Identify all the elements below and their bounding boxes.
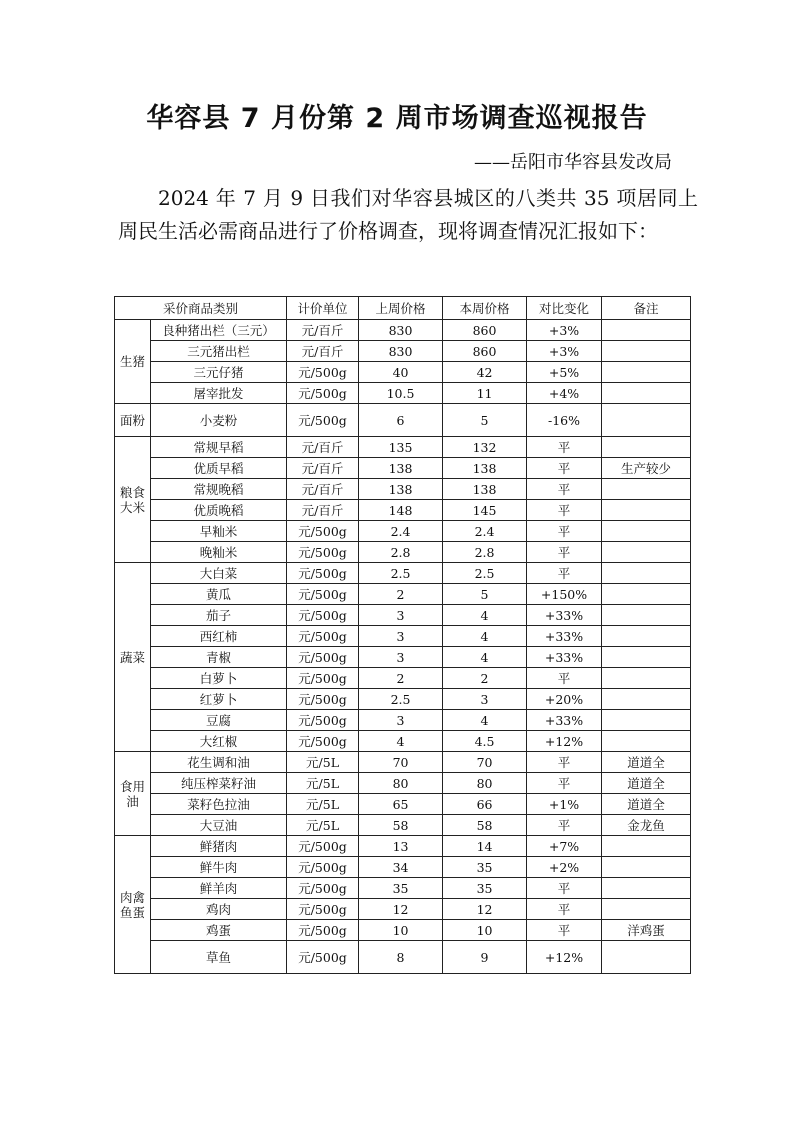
table-row [115, 878, 691, 899]
this-week-price-cell: 4 [443, 647, 527, 668]
table-row [115, 920, 691, 941]
unit-cell: 元/500g [287, 404, 359, 437]
unit-cell: 元/500g [287, 857, 359, 878]
note-cell [602, 521, 691, 542]
change-cell: +33% [527, 605, 602, 626]
unit-cell: 元/百斤 [287, 479, 359, 500]
this-week-price-cell: 4 [443, 710, 527, 731]
last-week-price-cell: 12 [359, 899, 443, 920]
this-week-price-cell: 66 [443, 794, 527, 815]
table-row [115, 584, 691, 605]
this-week-price-cell: 145 [443, 500, 527, 521]
this-week-price-cell: 4 [443, 626, 527, 647]
this-week-price-cell: 138 [443, 479, 527, 500]
table-row [115, 479, 691, 500]
change-cell: +4% [527, 383, 602, 404]
item-name-cell: 鸡肉 [151, 899, 287, 920]
header-change: 对比变化 [527, 297, 602, 320]
item-name-cell: 早籼米 [151, 521, 287, 542]
table-row [115, 689, 691, 710]
item-name-cell: 良种猪出栏（三元） [151, 320, 287, 341]
item-name-cell: 豆腐 [151, 710, 287, 731]
last-week-price-cell: 2 [359, 584, 443, 605]
this-week-price-cell: 2.4 [443, 521, 527, 542]
item-name-cell: 茄子 [151, 605, 287, 626]
last-week-price-cell: 138 [359, 479, 443, 500]
table-row [115, 731, 691, 752]
header-last-week-price: 上周价格 [359, 297, 443, 320]
table-row [115, 563, 691, 584]
unit-cell: 元/500g [287, 941, 359, 974]
note-cell: 洋鸡蛋 [602, 920, 691, 941]
unit-cell: 元/500g [287, 584, 359, 605]
this-week-price-cell: 2.5 [443, 563, 527, 584]
unit-cell: 元/5L [287, 773, 359, 794]
change-cell: +5% [527, 362, 602, 383]
item-name-cell: 小麦粉 [151, 404, 287, 437]
note-cell [602, 542, 691, 563]
this-week-price-cell: 11 [443, 383, 527, 404]
table-row [115, 773, 691, 794]
item-name-cell: 优质早稻 [151, 458, 287, 479]
note-cell [602, 341, 691, 362]
table-row [115, 362, 691, 383]
last-week-price-cell: 10.5 [359, 383, 443, 404]
header-note: 备注 [602, 297, 691, 320]
change-cell: +7% [527, 836, 602, 857]
item-name-cell: 青椒 [151, 647, 287, 668]
change-cell: 平 [527, 752, 602, 773]
this-week-price-cell: 42 [443, 362, 527, 383]
last-week-price-cell: 34 [359, 857, 443, 878]
item-name-cell: 常规早稻 [151, 437, 287, 458]
item-name-cell: 大白菜 [151, 563, 287, 584]
note-cell [602, 479, 691, 500]
unit-cell: 元/5L [287, 752, 359, 773]
last-week-price-cell: 3 [359, 647, 443, 668]
change-cell: 平 [527, 500, 602, 521]
table-row [115, 404, 691, 437]
this-week-price-cell: 860 [443, 341, 527, 362]
last-week-price-cell: 40 [359, 362, 443, 383]
this-week-price-cell: 12 [443, 899, 527, 920]
item-name-cell: 三元猪出栏 [151, 341, 287, 362]
change-cell: 平 [527, 815, 602, 836]
table-row [115, 605, 691, 626]
unit-cell: 元/500g [287, 383, 359, 404]
this-week-price-cell: 58 [443, 815, 527, 836]
change-cell: 平 [527, 437, 602, 458]
table-row [115, 857, 691, 878]
note-cell [602, 878, 691, 899]
category-label-cell: 面粉 [115, 404, 151, 437]
note-cell [602, 437, 691, 458]
header-this-week-price: 本周价格 [443, 297, 527, 320]
change-cell: +12% [527, 731, 602, 752]
change-cell: -16% [527, 404, 602, 437]
table-row [115, 836, 691, 857]
this-week-price-cell: 9 [443, 941, 527, 974]
item-name-cell: 白萝卜 [151, 668, 287, 689]
this-week-price-cell: 5 [443, 584, 527, 605]
change-cell: 平 [527, 773, 602, 794]
change-cell: +33% [527, 710, 602, 731]
price-table [114, 296, 691, 974]
change-cell: 平 [527, 521, 602, 542]
note-cell [602, 362, 691, 383]
table-row [115, 668, 691, 689]
last-week-price-cell: 58 [359, 815, 443, 836]
unit-cell: 元/百斤 [287, 320, 359, 341]
category-label-cell: 食用油 [115, 752, 151, 836]
note-cell: 生产较少 [602, 458, 691, 479]
unit-cell: 元/500g [287, 542, 359, 563]
last-week-price-cell: 135 [359, 437, 443, 458]
note-cell [602, 584, 691, 605]
table-row [115, 458, 691, 479]
report-author: ——岳阳市华容县发改局 [474, 152, 672, 173]
last-week-price-cell: 65 [359, 794, 443, 815]
table-row [115, 542, 691, 563]
unit-cell: 元/500g [287, 710, 359, 731]
category-label-cell: 生猪 [115, 320, 151, 404]
unit-cell: 元/百斤 [287, 458, 359, 479]
note-cell [602, 404, 691, 437]
note-cell [602, 857, 691, 878]
note-cell [602, 383, 691, 404]
last-week-price-cell: 6 [359, 404, 443, 437]
unit-cell: 元/500g [287, 689, 359, 710]
last-week-price-cell: 80 [359, 773, 443, 794]
unit-cell: 元/500g [287, 362, 359, 383]
item-name-cell: 鲜牛肉 [151, 857, 287, 878]
table-row [115, 899, 691, 920]
item-name-cell: 晚籼米 [151, 542, 287, 563]
unit-cell: 元/百斤 [287, 500, 359, 521]
this-week-price-cell: 2.8 [443, 542, 527, 563]
change-cell: +150% [527, 584, 602, 605]
this-week-price-cell: 10 [443, 920, 527, 941]
change-cell: 平 [527, 563, 602, 584]
unit-cell: 元/500g [287, 899, 359, 920]
note-cell [602, 836, 691, 857]
unit-cell: 元/百斤 [287, 437, 359, 458]
note-cell [602, 500, 691, 521]
note-cell [602, 563, 691, 584]
item-name-cell: 黄瓜 [151, 584, 287, 605]
unit-cell: 元/百斤 [287, 341, 359, 362]
last-week-price-cell: 35 [359, 878, 443, 899]
unit-cell: 元/500g [287, 731, 359, 752]
item-name-cell: 大红椒 [151, 731, 287, 752]
table-row [115, 815, 691, 836]
category-label-cell: 粮食大米 [115, 437, 151, 563]
this-week-price-cell: 2 [443, 668, 527, 689]
item-name-cell: 花生调和油 [151, 752, 287, 773]
this-week-price-cell: 80 [443, 773, 527, 794]
table-row [115, 320, 691, 341]
this-week-price-cell: 5 [443, 404, 527, 437]
change-cell: +33% [527, 647, 602, 668]
change-cell: 平 [527, 542, 602, 563]
unit-cell: 元/500g [287, 920, 359, 941]
last-week-price-cell: 8 [359, 941, 443, 974]
item-name-cell: 红萝卜 [151, 689, 287, 710]
unit-cell: 元/5L [287, 815, 359, 836]
last-week-price-cell: 830 [359, 320, 443, 341]
last-week-price-cell: 3 [359, 626, 443, 647]
unit-cell: 元/500g [287, 521, 359, 542]
unit-cell: 元/500g [287, 836, 359, 857]
note-cell [602, 647, 691, 668]
change-cell: 平 [527, 668, 602, 689]
note-cell [602, 320, 691, 341]
note-cell: 金龙鱼 [602, 815, 691, 836]
change-cell: 平 [527, 899, 602, 920]
unit-cell: 元/500g [287, 563, 359, 584]
header-category: 采价商品类别 [115, 297, 287, 320]
last-week-price-cell: 2.5 [359, 689, 443, 710]
note-cell [602, 626, 691, 647]
table-row [115, 710, 691, 731]
report-title: 华容县 7 月份第 2 周市场调查巡视报告 [146, 103, 648, 134]
last-week-price-cell: 2.4 [359, 521, 443, 542]
price-table-body [115, 320, 691, 974]
note-cell [602, 941, 691, 974]
this-week-price-cell: 35 [443, 878, 527, 899]
note-cell: 道道全 [602, 773, 691, 794]
item-name-cell: 西红柿 [151, 626, 287, 647]
unit-cell: 元/500g [287, 668, 359, 689]
note-cell [602, 899, 691, 920]
category-label-cell: 蔬菜 [115, 563, 151, 752]
last-week-price-cell: 3 [359, 710, 443, 731]
last-week-price-cell: 138 [359, 458, 443, 479]
item-name-cell: 屠宰批发 [151, 383, 287, 404]
change-cell: +2% [527, 857, 602, 878]
this-week-price-cell: 4 [443, 605, 527, 626]
change-cell: 平 [527, 878, 602, 899]
change-cell: 平 [527, 479, 602, 500]
change-cell: +33% [527, 626, 602, 647]
note-cell: 道道全 [602, 752, 691, 773]
this-week-price-cell: 132 [443, 437, 527, 458]
header-unit: 计价单位 [287, 297, 359, 320]
table-row [115, 626, 691, 647]
table-row [115, 500, 691, 521]
this-week-price-cell: 4.5 [443, 731, 527, 752]
note-cell [602, 689, 691, 710]
intro-paragraph: 2024 年 7 月 9 日我们对华容县城区的八类共 35 项居同上周民生活必需商品进行了价格调查，现将调查情况汇报如下： [118, 186, 698, 243]
note-cell [602, 710, 691, 731]
note-cell: 道道全 [602, 794, 691, 815]
this-week-price-cell: 14 [443, 836, 527, 857]
change-cell: +12% [527, 941, 602, 974]
item-name-cell: 菜籽色拉油 [151, 794, 287, 815]
change-cell: +3% [527, 320, 602, 341]
unit-cell: 元/500g [287, 878, 359, 899]
item-name-cell: 三元仔猪 [151, 362, 287, 383]
last-week-price-cell: 3 [359, 605, 443, 626]
last-week-price-cell: 2.8 [359, 542, 443, 563]
table-row [115, 341, 691, 362]
this-week-price-cell: 35 [443, 857, 527, 878]
last-week-price-cell: 830 [359, 341, 443, 362]
category-label-cell: 肉禽鱼蛋 [115, 836, 151, 974]
table-row [115, 941, 691, 974]
table-row [115, 437, 691, 458]
item-name-cell: 草鱼 [151, 941, 287, 974]
item-name-cell: 优质晚稻 [151, 500, 287, 521]
change-cell: +20% [527, 689, 602, 710]
change-cell: 平 [527, 920, 602, 941]
item-name-cell: 大豆油 [151, 815, 287, 836]
item-name-cell: 纯压榨菜籽油 [151, 773, 287, 794]
item-name-cell: 常规晚稻 [151, 479, 287, 500]
table-row [115, 752, 691, 773]
last-week-price-cell: 4 [359, 731, 443, 752]
table-row [115, 521, 691, 542]
unit-cell: 元/5L [287, 794, 359, 815]
item-name-cell: 鲜猪肉 [151, 836, 287, 857]
note-cell [602, 668, 691, 689]
unit-cell: 元/500g [287, 626, 359, 647]
last-week-price-cell: 70 [359, 752, 443, 773]
item-name-cell: 鲜羊肉 [151, 878, 287, 899]
table-row [115, 647, 691, 668]
last-week-price-cell: 2.5 [359, 563, 443, 584]
item-name-cell: 鸡蛋 [151, 920, 287, 941]
last-week-price-cell: 10 [359, 920, 443, 941]
table-header-row [115, 297, 691, 320]
table-row [115, 794, 691, 815]
change-cell: +1% [527, 794, 602, 815]
this-week-price-cell: 138 [443, 458, 527, 479]
last-week-price-cell: 2 [359, 668, 443, 689]
note-cell [602, 731, 691, 752]
note-cell [602, 605, 691, 626]
this-week-price-cell: 70 [443, 752, 527, 773]
unit-cell: 元/500g [287, 647, 359, 668]
change-cell: +3% [527, 341, 602, 362]
table-row [115, 383, 691, 404]
last-week-price-cell: 13 [359, 836, 443, 857]
this-week-price-cell: 860 [443, 320, 527, 341]
unit-cell: 元/500g [287, 605, 359, 626]
last-week-price-cell: 148 [359, 500, 443, 521]
this-week-price-cell: 3 [443, 689, 527, 710]
change-cell: 平 [527, 458, 602, 479]
